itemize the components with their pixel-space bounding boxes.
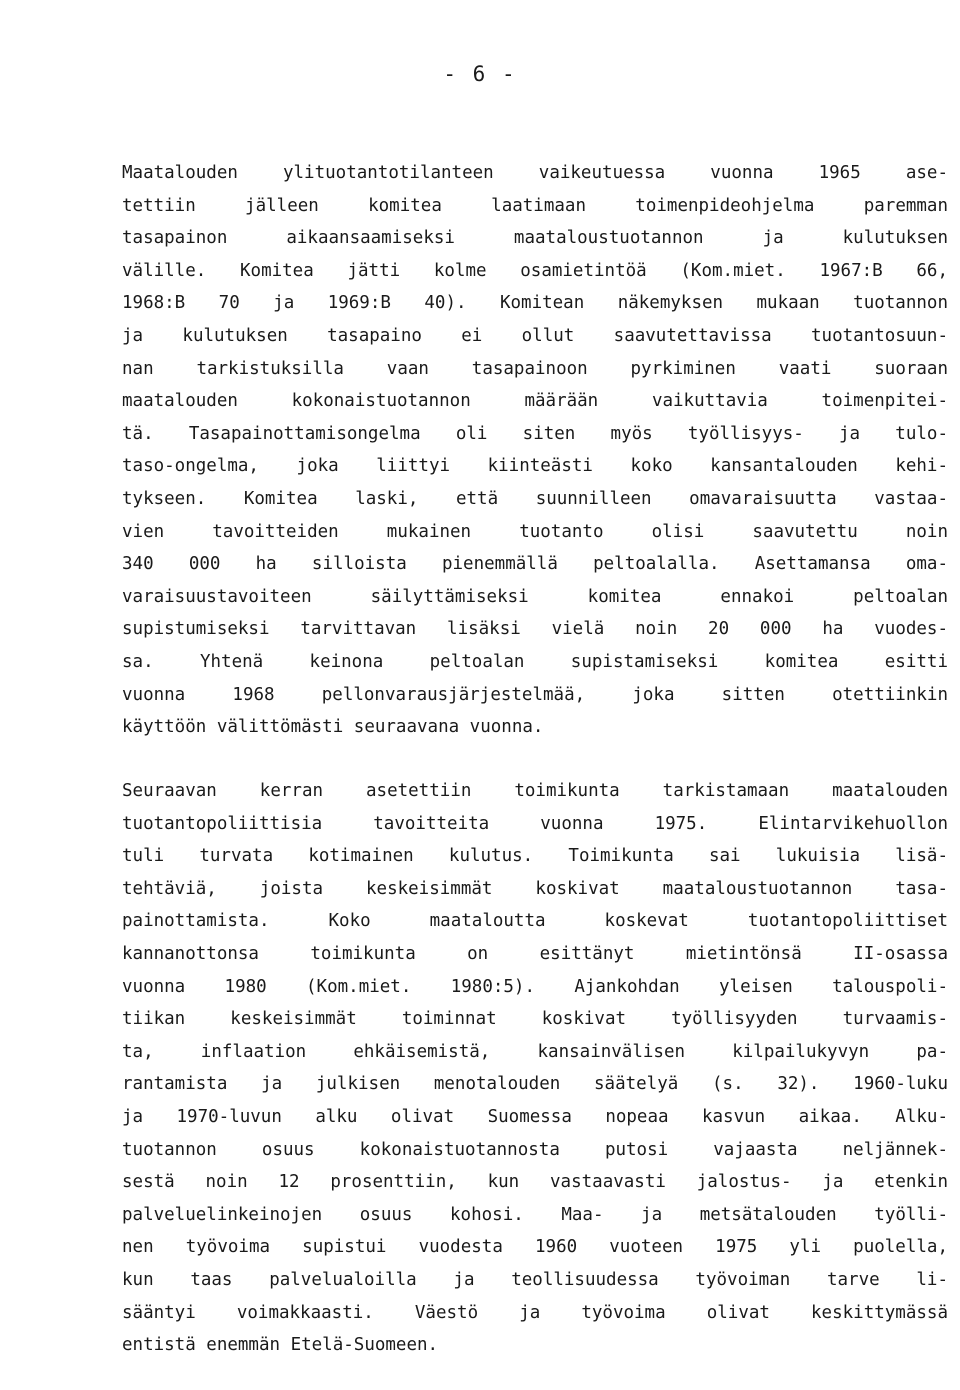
text-line: tykseen. Komitea laski, että suunnilleen omavaraisuutta vastaa-	[122, 488, 948, 509]
text-line: 340 000 ha silloista pienemmällä peltoalalla. Asettamansa oma-	[122, 554, 948, 575]
text-line: vien tavoitteiden mukainen tuotanto olisi saavutettu noin	[122, 521, 948, 542]
text-line: vuonna 1968 pellonvarausjärjestelmää, joka sitten otettiinkin	[122, 684, 948, 705]
text-line: rantamista ja julkisen menotalouden säätelyä (s. 32). 1960-luku	[122, 1074, 948, 1095]
text-line: ja kulutuksen tasapaino ei ollut saavutettavissa tuotantosuun-	[122, 325, 948, 346]
text-line: tuotantopoliittisia tavoitteita vuonna 1975. Elintarvikehuollon	[122, 813, 948, 834]
text-line: painottamista. Koko maataloutta koskevat tuotantopoliittiset	[122, 911, 948, 932]
text-line: Seuraavan kerran asetettiin toimikunta tarkistamaan maatalouden	[122, 781, 948, 801]
text-line: tuotannon osuus kokonaistuotannosta putosi vajaasta neljännek-	[122, 1139, 948, 1160]
text-line: tehtäviä, joista keskeisimmät koskivat maataloustuotannon tasa-	[122, 878, 948, 899]
text-line: taso-ongelma, joka liittyi kiinteästi koko kansantalouden kehi-	[122, 456, 948, 477]
text-line: kun taas palvelualoilla ja teollisuudessa työvoiman tarve li-	[122, 1269, 948, 1290]
paragraph-1	[122, 157, 948, 744]
text-line: 1968:B 70 ja 1969:B 40). Komitean näkemyksen mukaan tuotannon	[122, 293, 948, 314]
text-line: vuonna 1980 (Kom.miet. 1980:5). Ajankohdan yleisen talouspoli-	[122, 976, 948, 997]
text-line: sa. Yhtenä keinona peltoalan supistamiseksi komitea esitti	[122, 651, 948, 672]
text-line: tettiin jälleen komitea laatimaan toimenpideohjelma paremman	[122, 195, 948, 216]
text-line: tuli turvata kotimainen kulutus. Toimikunta sai lukuisia lisä-	[122, 846, 948, 867]
page-number: - 6 -	[443, 62, 517, 86]
text-line: sestä noin 12 prosenttiin, kun vastaavasti jalostus- ja etenkin	[122, 1172, 948, 1193]
text-line: varaisuustavoiteen säilyttämiseksi komitea ennakoi peltoalan	[122, 586, 948, 607]
text-line: palveluelinkeinojen osuus kohosi. Maa- ja metsätalouden työlli-	[122, 1204, 948, 1225]
text-line: nan tarkistuksilla vaan tasapainoon pyrkiminen vaati suoraan	[122, 358, 948, 379]
text-line: tasapainon aikaansaamiseksi maataloustuotannon ja kulutuksen	[122, 228, 948, 249]
text-line: tiikan keskeisimmät toiminnat koskivat työllisyyden turvaamis-	[122, 1009, 948, 1030]
text-line: supistumiseksi tarvittavan lisäksi vielä noin 20 000 ha vuodes-	[122, 619, 948, 640]
text-line: sääntyi voimakkaasti. Väestö ja työvoima olivat keskittymässä	[122, 1302, 948, 1323]
text-line: ja 1970-luvun alku olivat Suomessa nopeaa kasvun aikaa. Alku-	[122, 1106, 948, 1127]
text-line: tä. Tasapainottamisongelma oli siten myös työllisyys- ja tulo-	[122, 423, 948, 444]
text-line: käyttöön välittömästi seuraavana vuonna.	[122, 717, 544, 738]
text-line: Maatalouden ylituotantotilanteen vaikeutuessa vuonna 1965 ase-	[122, 163, 948, 183]
text-line: maatalouden kokonaistuotannon määrään vaikuttavia toimenpitei-	[122, 391, 948, 412]
text-line: ta, inflaation ehkäisemistä, kansainvälisen kilpailukyvyn pa-	[122, 1041, 948, 1062]
paragraph-2	[122, 775, 948, 1362]
text-line: nen työvoima supistui vuodesta 1960 vuoteen 1975 yli puolella,	[122, 1237, 948, 1258]
text-line: välille. Komitea jätti kolme osamietintöä (Kom.miet. 1967:B 66,	[122, 260, 948, 281]
text-line: entistä enemmän Etelä-Suomeen.	[122, 1335, 439, 1356]
text-line: kannanottonsa toimikunta on esittänyt mietintönsä II-osassa	[122, 943, 948, 964]
